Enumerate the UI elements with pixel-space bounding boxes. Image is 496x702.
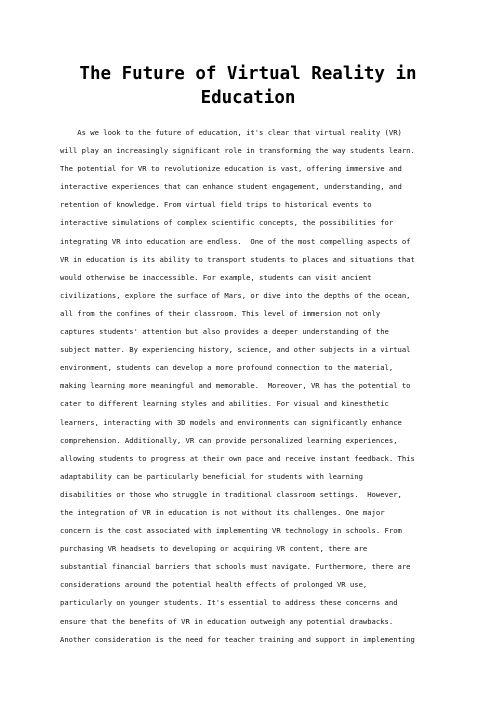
body-text-line: disabilities or those who struggle in traditional classroom settings. However,: [60, 489, 402, 499]
body-text-line: Another consideration is the need for teacher training and support in implementing: [60, 634, 415, 644]
body-text-line: As we look to the future of education, it's clear that virtual reality (VR): [60, 128, 402, 137]
body-text-line: integrating VR into education are endless. One of the most compelling aspects of: [60, 236, 411, 246]
body-text-line: adaptability can be particularly beneficial for students with learning: [60, 471, 363, 481]
body-text-line: comprehension. Additionally, VR can provide personalized learning experiences,: [60, 435, 398, 445]
body-text-line: environment, students can develop a more profound connection to the material,: [60, 363, 394, 373]
body-text-line: ensure that the benefits of VR in education outweigh any potential drawbacks.: [60, 616, 394, 626]
body-text-line: the integration of VR in education is not without its challenges. One major: [60, 507, 385, 517]
body-text-line: making learning more meaningful and memorable. Moreover, VR has the potential to: [60, 381, 411, 391]
body-text-line: VR in education is its ability to transport students to places and situations that: [60, 254, 415, 264]
body-text-line: The potential for VR to revolutionize education is vast, offering immersive and: [60, 164, 402, 174]
body-text-line: substantial financial barriers that schools must navigate. Furthermore, there are: [60, 562, 411, 572]
body-text-line: captures students' attention but also provides a deeper understanding of the: [60, 327, 389, 337]
body-text-line: concern is the cost associated with implementing VR technology in schools. From: [60, 526, 402, 536]
document-body: [60, 124, 440, 649]
body-text-line: interactive experiences that can enhance student engagement, understanding, and: [60, 182, 402, 192]
body-text-line: will play an increasingly significant role in transforming the way students learn.: [60, 146, 415, 156]
body-text-line: retention of knowledge. From virtual field trips to historical events to: [60, 200, 372, 210]
body-text-line: particularly on younger students. It's essential to address these concerns and: [60, 598, 398, 608]
body-text-line: allowing students to progress at their own pace and receive instant feedback. This: [60, 453, 415, 463]
body-text-line: would otherwise be inaccessible. For example, students can visit ancient: [60, 272, 372, 282]
body-text-line: subject matter. By experiencing history, science, and other subjects in a virtual: [60, 345, 411, 355]
body-text-line: cater to different learning styles and abilities. For visual and kinesthetic: [60, 399, 389, 409]
document-title: The Future of Virtual Reality in Education: [79, 64, 417, 108]
body-text-line: purchasing VR headsets to developing or acquiring VR content, there are: [60, 544, 368, 554]
body-text-line: interactive simulations of complex scientific concepts, the possibilities for: [60, 218, 394, 228]
body-text-line: all from the confines of their classroom. This level of immersion not only: [60, 308, 381, 318]
body-text-line: learners, interacting with 3D models and environments can significantly enhance: [60, 417, 402, 427]
body-text-line: civilizations, explore the surface of Mars, or dive into the depths of the ocean,: [60, 290, 411, 300]
body-text-line: considerations around the potential health effects of prolonged VR use,: [60, 580, 368, 590]
